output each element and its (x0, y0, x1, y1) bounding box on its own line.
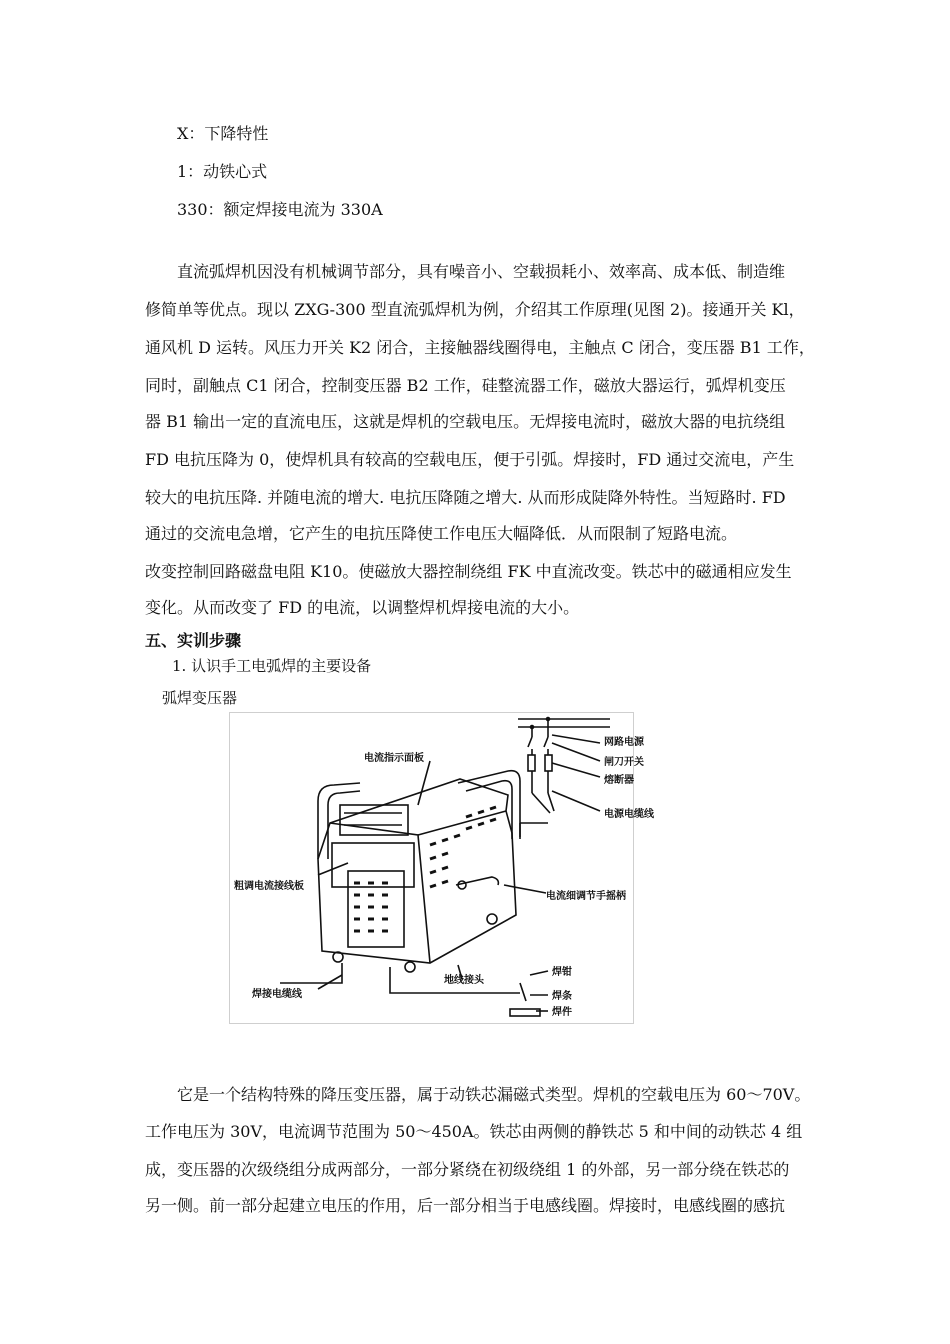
paragraph-line: 另一侧。前一部分起建立电压的作用，后一部分相当于电感线圈。焊接时，电感线圈的感抗 (145, 1196, 786, 1215)
code-line-330: 330：额定焊接电流为 330A (177, 200, 383, 219)
label-rod: 焊条 (552, 991, 572, 1002)
label-holder: 焊钳 (552, 967, 572, 978)
figure-caption: 弧焊变压器 (162, 689, 238, 707)
label-weld-cable: 焊接电缆线 (252, 989, 302, 1000)
paragraph-line: FD 电抗压降为 0，使焊机具有较高的空载电压，便于引弧。焊接时，FD 通过交流电，产生 (145, 450, 795, 469)
label-workpiece: 焊件 (552, 1007, 572, 1018)
paragraph-line: 修简单等优点。现以 ZXG-300 型直流弧焊机为例，介绍其工作原理(见图 2)。接通开关 Kl， (145, 300, 805, 319)
paragraph-line: 同时，副触点 C1 闭合，控制变压器 B2 工作，硅整流器工作，磁放大器运行，弧焊机变压 (145, 376, 786, 395)
label-ground-clamp: 地线接头 (444, 975, 484, 986)
label-fuse: 熔断器 (604, 775, 634, 786)
arc-welder-illustration (230, 713, 654, 1023)
label-current-panel: 电流指示面板 (364, 753, 424, 764)
label-power-source: 网路电源 (604, 737, 644, 748)
paragraph-line: 改变控制回路磁盘电阻 K10。使磁放大器控制绕组 FK 中直流改变。铁芯中的磁通相应发生 (145, 562, 792, 581)
label-fine-handle: 电流细调节手摇柄 (546, 891, 626, 902)
code-line-1: 1：动铁心式 (177, 162, 268, 181)
paragraph-line: 变化。从而改变了 FD 的电流，以调整焊机焊接电流的大小。 (145, 598, 580, 617)
paragraph-line: 通风机 D 运转。风压力开关 K2 闭合，主接触器线圈得电，主触点 C 闭合，变压器 B1 工作， (145, 338, 815, 357)
arc-welder-diagram (229, 712, 654, 1024)
paragraph-line: 直流弧焊机因没有机械调节部分，具有噪音小、空载损耗小、效率高、成本低、制造维 (177, 262, 786, 281)
label-knife-switch: 闸刀开关 (604, 757, 644, 768)
paragraph-line: 成，变压器的次级绕组分成两部分，一部分紧绕在初级绕组 1 的外部，另一部分绕在铁芯的 (145, 1160, 790, 1179)
paragraph-line: 通过的交流电急增，它产生的电抗压降使工作电压大幅降低．从而限制了短路电流。 (145, 524, 738, 543)
section-title: 五、实训步骤 (145, 631, 242, 650)
step-title: 1. 认识手工电弧焊的主要设备 (172, 657, 372, 675)
paragraph-line: 器 B1 输出一定的直流电压，这就是焊机的空载电压。无焊接电流时，磁放大器的电抗绕组 (145, 412, 786, 431)
label-power-cable: 电源电缆线 (604, 809, 654, 820)
label-coarse-board: 粗调电流接线板 (234, 881, 304, 892)
paragraph-line: 工作电压为 30V，电流调节范围为 50～450A。铁芯由两侧的静铁芯 5 和中间的动铁芯 4 组 (145, 1122, 803, 1141)
code-line-x: X：下降特性 (177, 124, 269, 143)
paragraph-line: 较大的电抗压降. 并随电流的增大. 电抗压降随之增大. 从而形成陡降外特性。当短路时. FD (145, 488, 786, 507)
paragraph-line: 它是一个结构特殊的降压变压器，属于动铁芯漏磁式类型。焊机的空载电压为 60～70V。 (177, 1085, 811, 1104)
